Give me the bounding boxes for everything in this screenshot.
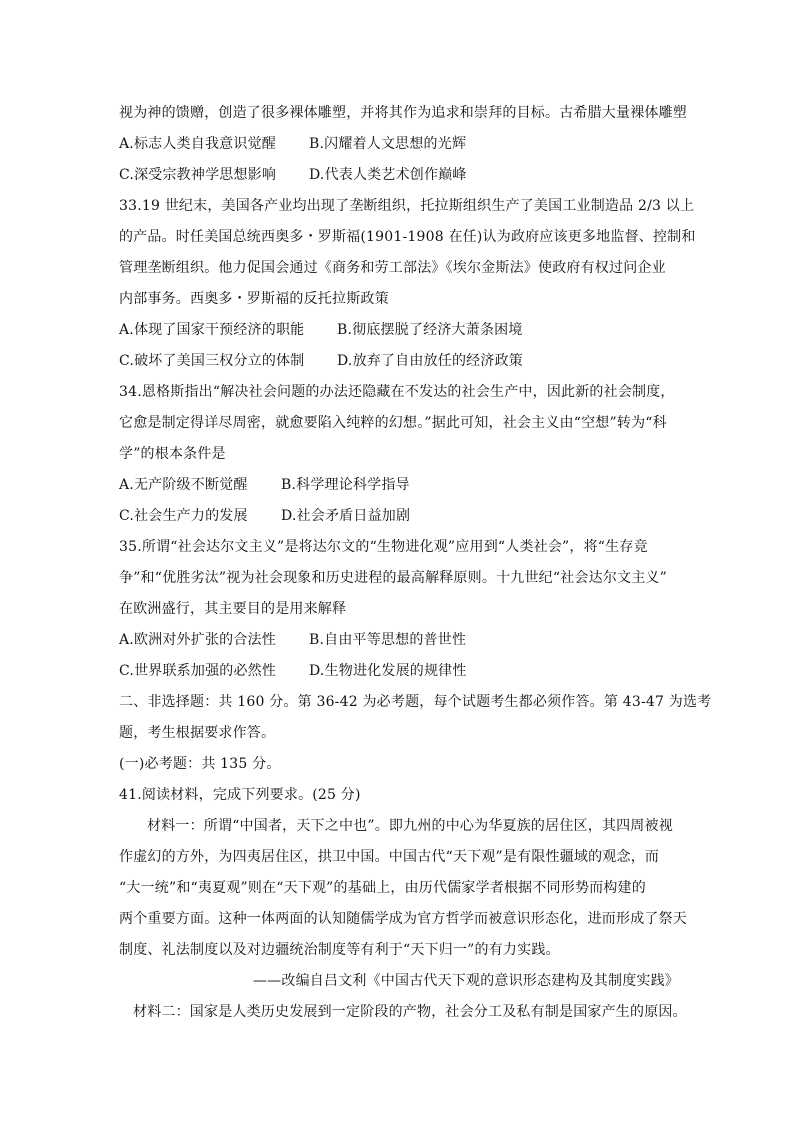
option-b[interactable]: B.自由平等思想的普世性 (309, 632, 467, 648)
option-a[interactable]: A.无产阶级不断觉醒 (119, 477, 248, 493)
material1-line: “大一统”和“夷夏观”则在“天下观”的基础上，由历代儒家学者根据不同形势而构建的 (119, 880, 646, 896)
option-d[interactable]: D.社会矛盾日益加剧 (281, 508, 411, 524)
q33-options-row-1 (119, 315, 679, 346)
required-section-label: (一)必考题：共 135 分。 (119, 756, 281, 772)
q32-options-row-2 (119, 160, 679, 191)
option-c[interactable]: C.深受宗教神学思想影响 (119, 167, 277, 183)
material1-line: 制度、礼法制度以及对边疆统治制度等有利于“天下归一”的有力实践。 (119, 942, 560, 958)
material1-source: ——改编自吕文利《中国古代天下观的意识形态建构及其制度实践》 (253, 973, 679, 989)
option-d[interactable]: D.生物进化发展的规律性 (309, 663, 467, 679)
q34-options-row-1 (119, 470, 679, 501)
q33-stem-line: 的产品。时任美国总统西奥多・罗斯福(1901-1908 在任)认为政府应该更多地监督、控制和 (119, 229, 696, 245)
q33-options-row-2 (119, 346, 679, 377)
q41-title: 41.阅读材料，完成下列要求。(25 分) (119, 787, 361, 803)
option-d[interactable]: D.代表人类艺术创作巅峰 (309, 167, 467, 183)
option-b[interactable]: B.闪耀着人文思想的光辉 (309, 136, 467, 152)
material1-line: 两个重要方面。这种一体两面的认知随儒学成为官方哲学而被意识形态化，进而形成了祭天 (119, 911, 687, 927)
q35-stem-line: 35.所谓“社会达尔文主义”是将达尔文的“生物进化观”应用到“人类社会”，将“生存竞 (119, 539, 648, 555)
q33-stem-line: 33.19 世纪末，美国各产业均出现了垄断组织，托拉斯组织生产了美国工业制造品 2/3 以上 (119, 198, 695, 214)
q35-stem-line: 在欧洲盛行，其主要目的是用来解释 (119, 601, 347, 617)
option-a[interactable]: A.标志人类自我意识觉醒 (119, 136, 276, 152)
option-a[interactable]: A.欧洲对外扩张的合法性 (119, 632, 276, 648)
option-b[interactable]: B.科学理论科学指导 (281, 477, 410, 493)
q35-options-row-2 (119, 656, 679, 687)
material2-line: 材料二：国家是人类历史发展到一定阶段的产物，社会分工及私有制是国家产生的原因。 (133, 1004, 687, 1020)
exam-page (119, 98, 712, 1028)
q34-options-row-2 (119, 501, 679, 532)
option-d[interactable]: D.放弃了自由放任的经济政策 (337, 353, 523, 369)
q35-stem-line: 争”和“优胜劣汰”视为社会现象和历史进程的最高解释原则。十九世纪“社会达尔文主义” (119, 570, 667, 586)
option-c[interactable]: C.社会生产力的发展 (119, 508, 248, 524)
option-c[interactable]: C.世界联系加强的必然性 (119, 663, 277, 679)
q35-options-row-1 (119, 625, 679, 656)
q34-stem-line: 34.恩格斯指出“解决社会问题的办法还隐藏在不发达的社会生产中，因此新的社会制度， (119, 384, 675, 400)
q34-stem-line: 它愈是制定得详尽周密，就愈要陷入纯粹的幻想。”据此可知，社会主义由“空想”转为“科 (119, 415, 667, 431)
q33-stem-line: 管理垄断组织。他力促国会通过《商务和劳工部法》《埃尔金斯法》使政府有权过问企业 (119, 260, 666, 276)
option-c[interactable]: C.破坏了美国三权分立的体制 (119, 353, 305, 369)
q33-stem-line: 内部事务。西奥多・罗斯福的反托拉斯政策 (119, 291, 389, 307)
section-heading-line: 二、非选择题：共 160 分。第 36-42 为必考题，每个试题考生都必须作答。第 43-47 为选考 (119, 694, 712, 710)
option-b[interactable]: B.彻底摆脱了经济大萧条困境 (337, 322, 523, 338)
q32-stem-tail: 视为神的馈赠，创造了很多裸体雕塑，并将其作为追求和崇拜的目标。古希腊大量裸体雕塑 (119, 105, 687, 121)
section-heading-line: 题，考生根据要求作答。 (119, 725, 276, 741)
q34-stem-line: 学”的根本条件是 (119, 446, 226, 462)
q32-options-row-1 (119, 129, 679, 160)
material1-line: 作虚幻的方外，为四夷居住区，拱卫中国。中国古代“天下观”是有限性疆域的观念，而 (119, 849, 660, 865)
option-a[interactable]: A.体现了国家干预经济的职能 (119, 322, 305, 338)
material1-line: 材料一：所谓“中国者，天下之中也”。即九州的中心为华夏族的居住区，其四周被视 (147, 818, 673, 834)
